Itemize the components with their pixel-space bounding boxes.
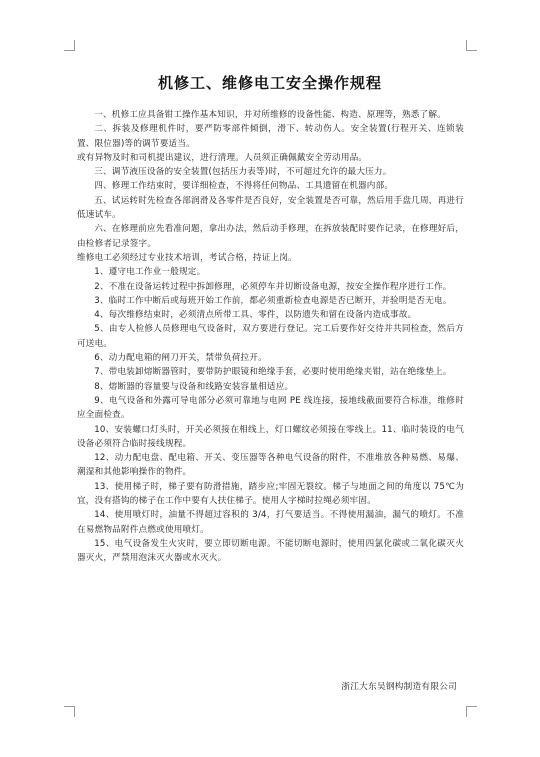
paragraph: 15、电气设备发生火灾时，要立即切断电源。不能切断电源时，使用四氯化碳或二氧化碳灭火器灭火，严禁用泡沫灭火器或水灭火。	[77, 538, 464, 564]
paragraph: 7、带电装卸熔断器管时，要带防护眼镜和绝缘手套，必要时使用绝缘夹钳，站在绝缘垫上。	[94, 367, 452, 378]
paragraph: 六、在修理前应先看准问题，拿出办法，然后动手修理，在拆放装配时要作记录，在修理好后，由检修者记录签字。	[77, 224, 464, 249]
paragraph: 4、每次维修结束时，必须清点所带工具、零件，以防遗失和留在设备内造成事故。	[94, 310, 417, 321]
crop-mark-bottom-left	[64, 706, 75, 717]
crop-mark-top-right	[466, 40, 477, 51]
paragraph: 四、修理工作结束时，要详细检查，不得将任何物品、工具遗留在机器内部。	[94, 181, 394, 192]
paragraph: 五、试运转时先检查各部润滑及各零件是否良好，安全装置是否可靠，然后用手盘几周，再进行低速试车。	[77, 195, 464, 221]
paragraph: 一、机修工应具备钳工操作基本知识，并对所维修的设备性能、构造、原理等，熟悉了解。	[94, 110, 446, 120]
paragraph: 维修电工必须经过专业技术培训，考试合格，持证上岗。	[77, 252, 297, 263]
crop-mark-bottom-right	[466, 706, 477, 717]
paragraph: 14、使用喷灯时，油量不得超过容积的 3/4，打气要适当。不得使用漏油，漏气的喷灯。不准在易燃物品附件点燃或使用喷灯。	[77, 510, 464, 535]
crop-mark-top-left	[64, 40, 75, 51]
paragraph: 5、由专人检修人员修理电气设备时，双方要进行登记。完工后要作好交待并共同检查，然后方可送电。	[77, 324, 464, 349]
paragraph: 1、遵守电工作业一般规定。	[94, 267, 206, 278]
paragraph: 8、熔断器的容量要与设备和线路安装容量相适应。	[94, 381, 294, 392]
document-title: 机修工、维修电工安全操作规程	[157, 74, 382, 92]
paragraph: 13、使用梯子时，梯子要有防滑措施，踏步应;牢固无裂纹。梯子与地面之间的角度以 75℃为宜，没有搭钩的梯子在工作中要有人扶住梯子。使用人字梯时拉绳必须牢固。	[77, 481, 464, 507]
paragraph: 2、不准在设备运转过程中拆卸修理，必须停车并切断设备电源，按安全操作程序进行工作。	[94, 281, 452, 292]
company-name: 浙江大东吴钢构制造有限公司	[341, 682, 457, 692]
paragraph: 3、临时工作中断后或每班开始工作前，都必须重新检查电源是否已断开，并验明是否无电。	[94, 295, 452, 306]
paragraph: 9、电气设备和外露可导电部分必须可靠地与电网 PE 线连接，接地线截面要符合标准，维修时应全面检查。	[77, 395, 464, 421]
paragraph: 6、动力配电箱的闸刀开关，禁带负荷拉开。	[94, 353, 267, 364]
paragraph: 三、调节液压设备的安全装置(包括压力表等)时，不可超过允许的最大压力。	[94, 167, 392, 178]
document-body	[77, 108, 464, 566]
paragraph: 或有异物及时和司机提出建议，进行清理。人员须正确佩戴安全劳动用品。	[77, 152, 368, 163]
paragraph: 10、安装螺口灯头时，开关必须接在相线上，灯口螺纹必须接在零线上。11、临时装设的电气设备必须符合临时接线规程。	[77, 424, 464, 449]
paragraph: 二、拆装及修理机件时，要严防零部件倾倒，滑下、转动伤人。安全装置(行程开关、连锁装置、限位器)等的调节要适当。	[77, 124, 464, 149]
paragraph: 12、动力配电盘、配电箱、开关、变压器等各种电气设备的附件，不准堆放各种易燃、易爆、潮湿和其他影响操作的物件。	[77, 453, 464, 478]
